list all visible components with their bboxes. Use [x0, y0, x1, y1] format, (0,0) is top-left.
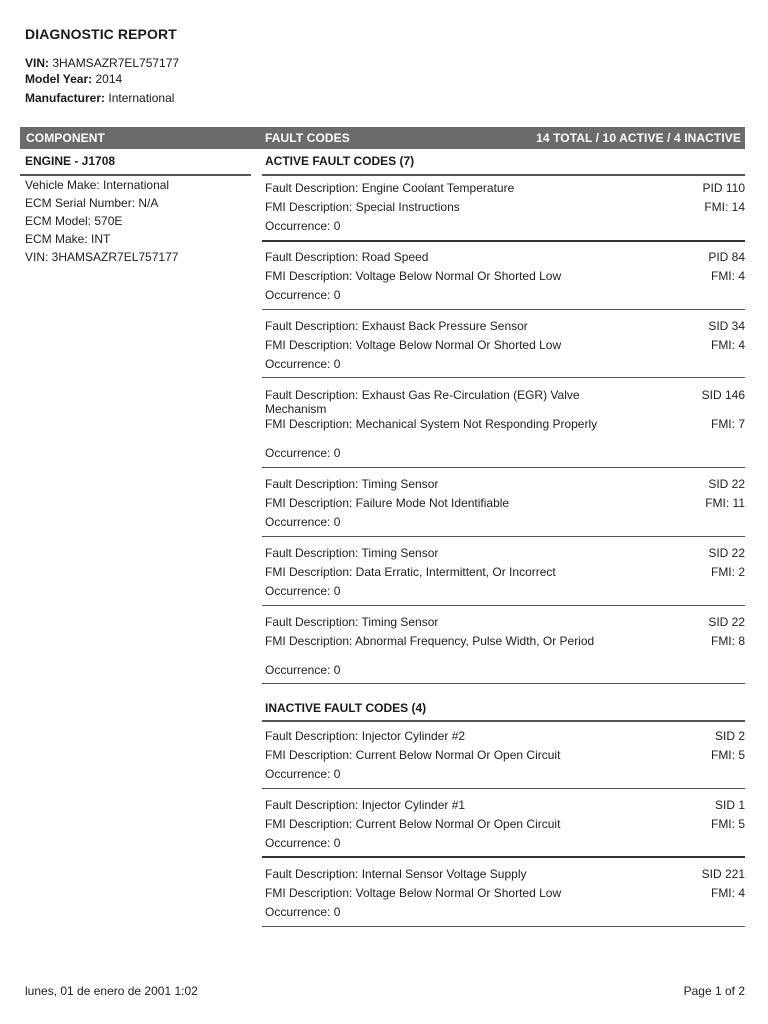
model-year-label: Model Year:	[25, 72, 93, 86]
fmi-description: FMI Description: Abnormal Frequency, Pulse Width, Or Period	[265, 634, 595, 648]
fault-code: SID 2	[714, 729, 745, 743]
manufacturer-value: International	[108, 91, 175, 105]
manufacturer-label: Manufacturer:	[25, 91, 106, 105]
occurrence: Occurrence: 0	[265, 357, 341, 371]
fault-description: Fault Description: Timing Sensor	[265, 615, 439, 629]
occurrence: Occurrence: 0	[265, 288, 341, 302]
fault-description: Fault Description: Internal Sensor Voltage Supply	[265, 867, 527, 881]
occurrence: Occurrence: 0	[265, 219, 341, 233]
fault-entry	[265, 250, 745, 307]
page-number: Page 1 of 2	[683, 984, 745, 998]
fault-divider	[262, 467, 745, 468]
report-title: DIAGNOSTIC REPORT	[25, 26, 177, 42]
fault-entry	[265, 615, 745, 682]
fmi-code: FMI: 4	[710, 338, 745, 352]
occurrence: Occurrence: 0	[265, 446, 341, 460]
active-fault-codes-heading: ACTIVE FAULT CODES (7)	[265, 154, 415, 168]
fault-description: Fault Description: Timing Sensor	[265, 546, 439, 560]
fault-code: SID 221	[701, 867, 745, 881]
fmi-code: FMI: 4	[710, 269, 745, 283]
vin-line	[25, 55, 179, 71]
fmi-code: FMI: 7	[710, 417, 745, 431]
fault-code: SID 146	[701, 388, 745, 402]
fmi-description: FMI Description: Failure Mode Not Identifiable	[265, 496, 510, 510]
footer-date: lunes, 01 de enero de 2001 1:02	[25, 984, 198, 998]
occurrence: Occurrence: 0	[265, 767, 341, 781]
fault-divider	[262, 683, 745, 684]
fault-description: Fault Description: Timing Sensor	[265, 477, 439, 491]
component-column-header: COMPONENT	[26, 131, 105, 145]
fault-description: Fault Description: Road Speed	[265, 250, 429, 264]
fault-codes-column-header: FAULT CODES	[265, 131, 350, 145]
occurrence: Occurrence: 0	[265, 515, 341, 529]
fault-entry	[265, 388, 745, 465]
fault-description: Fault Description: Engine Coolant Temperature	[265, 181, 515, 195]
fault-description: Fault Description: Exhaust Back Pressure Sensor	[265, 319, 528, 333]
occurrence: Occurrence: 0	[265, 905, 341, 919]
inactive-section-divider	[262, 720, 745, 722]
vin-value: 3HAMSAZR7EL757177	[52, 56, 180, 70]
fault-code: PID 110	[702, 181, 745, 195]
fault-code: SID 22	[708, 546, 745, 560]
occurrence: Occurrence: 0	[265, 584, 341, 598]
fault-entry	[265, 319, 745, 376]
fmi-code: FMI: 14	[704, 200, 745, 214]
fault-divider	[262, 856, 745, 858]
fault-divider	[262, 536, 745, 537]
inactive-fault-codes-heading: INACTIVE FAULT CODES (4)	[265, 701, 427, 715]
vin-label: VIN:	[25, 56, 49, 70]
fmi-description: FMI Description: Current Below Normal Or Open Circuit	[265, 748, 561, 762]
model-year-value: 2014	[95, 72, 123, 86]
manufacturer-line	[25, 90, 174, 106]
fmi-code: FMI: 5	[710, 748, 745, 762]
fault-code: PID 84	[708, 250, 745, 264]
fmi-description: FMI Description: Mechanical System Not Responding Properly	[265, 417, 598, 431]
fault-description: Fault Description: Exhaust Gas Re-Circulation (EGR) Valve Mechanism	[265, 388, 580, 416]
fault-code: SID 1	[714, 798, 745, 812]
fault-entry	[265, 477, 745, 534]
occurrence: Occurrence: 0	[265, 663, 341, 677]
fault-description: Fault Description: Injector Cylinder #2	[265, 729, 466, 743]
fault-divider	[262, 377, 745, 378]
fmi-description: FMI Description: Current Below Normal Or Open Circuit	[265, 817, 561, 831]
active-section-divider	[262, 174, 745, 176]
fault-code: SID 22	[708, 615, 745, 629]
fmi-code: FMI: 5	[710, 817, 745, 831]
component-info-line: ECM Model: 570E	[25, 214, 123, 228]
component-info	[25, 176, 178, 266]
model-year-line	[25, 71, 122, 87]
fault-entry	[265, 546, 745, 603]
fault-divider	[262, 309, 745, 310]
component-info-line: ECM Serial Number: N/A	[25, 196, 159, 210]
fault-code: SID 34	[708, 319, 745, 333]
fault-divider	[262, 240, 745, 242]
fault-entry	[265, 181, 745, 238]
fmi-code: FMI: 4	[710, 886, 745, 900]
fmi-code: FMI: 8	[710, 634, 745, 648]
fault-entry	[265, 798, 745, 855]
occurrence: Occurrence: 0	[265, 836, 341, 850]
fault-divider	[262, 788, 745, 789]
fault-summary: 14 TOTAL / 10 ACTIVE / 4 INACTIVE	[536, 131, 741, 145]
fmi-code: FMI: 11	[705, 496, 745, 510]
fmi-description: FMI Description: Voltage Below Normal Or Shorted Low	[265, 269, 562, 283]
fault-divider	[262, 605, 745, 606]
component-name: ENGINE - J1708	[25, 154, 116, 168]
fault-entry	[265, 867, 745, 924]
fault-divider	[262, 926, 745, 927]
fault-description: Fault Description: Injector Cylinder #1	[265, 798, 466, 812]
component-info-line: VIN: 3HAMSAZR7EL757177	[25, 250, 179, 264]
table-header	[20, 127, 745, 149]
component-info-line: ECM Make: INT	[25, 232, 111, 246]
fmi-code: FMI: 2	[710, 565, 745, 579]
fmi-description: FMI Description: Voltage Below Normal Or Shorted Low	[265, 338, 562, 352]
fmi-description: FMI Description: Data Erratic, Intermittent, Or Incorrect	[265, 565, 556, 579]
component-info-line: Vehicle Make: International	[25, 178, 170, 192]
fault-code: SID 22	[708, 477, 745, 491]
fault-entry	[265, 729, 745, 786]
fmi-description: FMI Description: Voltage Below Normal Or Shorted Low	[265, 886, 562, 900]
fmi-description: FMI Description: Special Instructions	[265, 200, 460, 214]
